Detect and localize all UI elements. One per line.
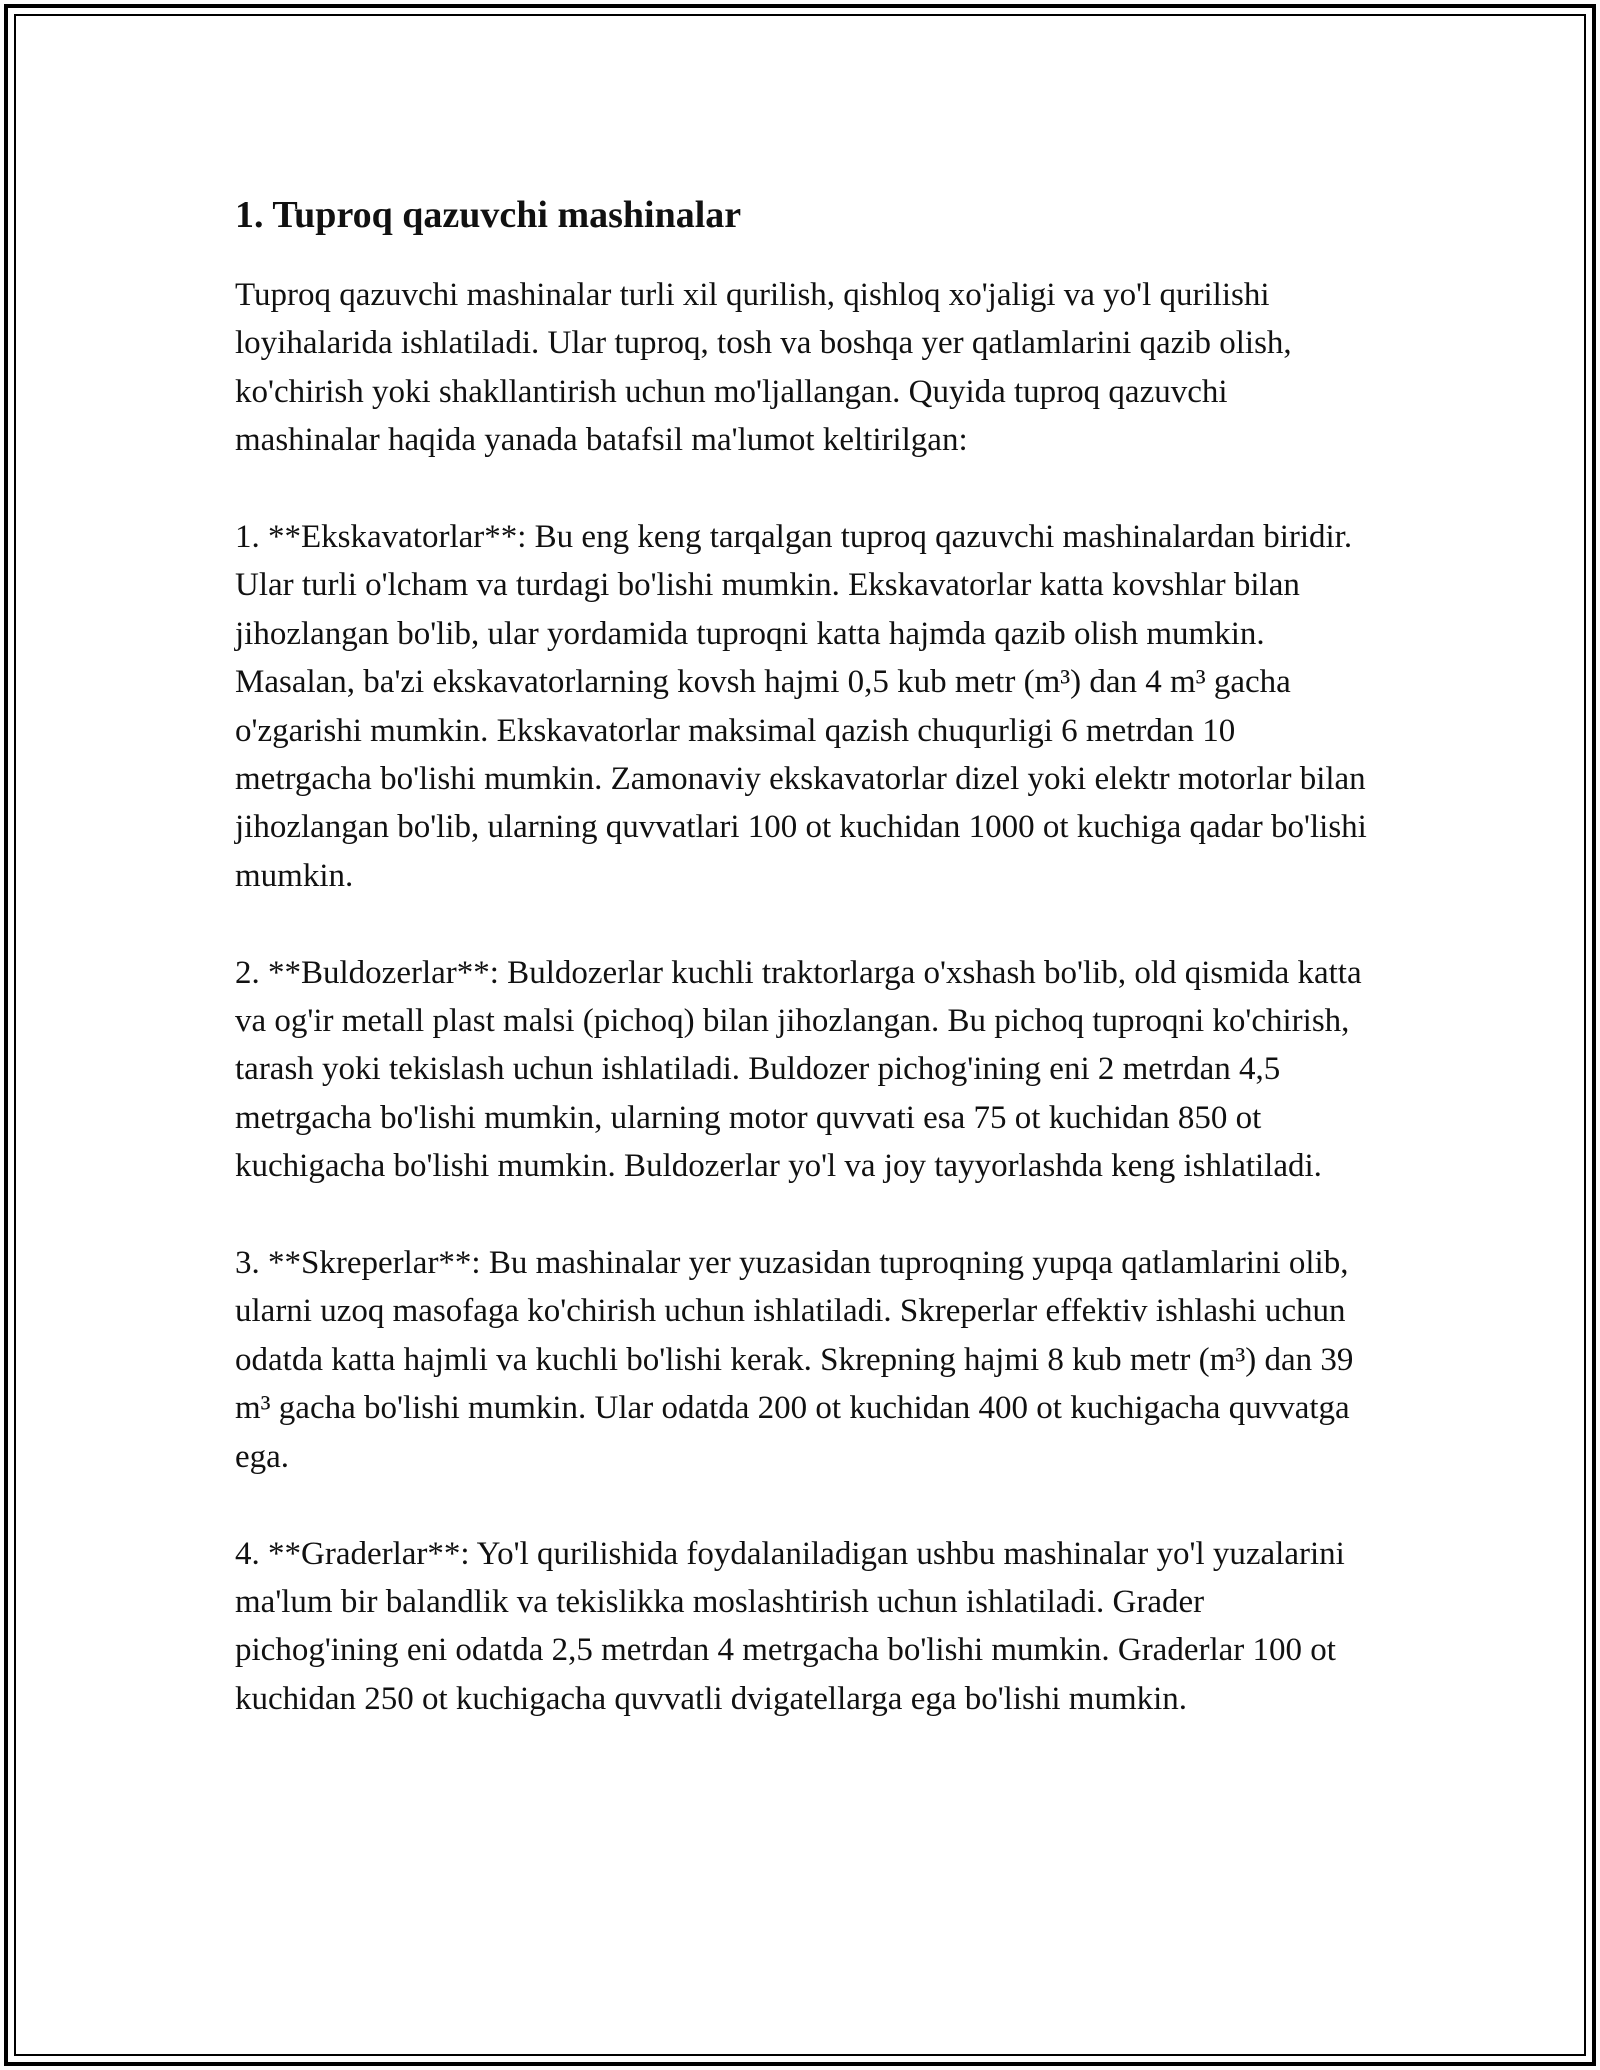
- item-excavators: 1. **Ekskavatorlar**: Bu eng keng tarqalgan tuproq qazuvchi mashinalardan biridir. Ular turli o'lcham va turdagi bo'lishi mumkin. Ekskavatorlar katta kovshlar bilan jihozlangan bo'lib, ular yordamida tuproqni katta hajmda qazib olish mumkin. Masalan, ba'zi ekskavatorlarning kovsh hajmi 0,5 kub metr (m³) dan 4 m³ gacha o'zgarishi mumkin. Ekskavatorlar maksimal qazish chuqurligi 6 metrdan 10 metrgacha bo'lishi mumkin. Zamonaviy ekskavatorlar dizel yoki elektr motorlar bilan jihozlangan bo'lib, ularning quvvatlari 100 ot kuchidan 1000 ot kuchiga qadar bo'lishi mumkin.: [235, 519, 1367, 894]
- item-bulldozers: 2. **Buldozerlar**: Buldozerlar kuchli traktorlarga o'xshash bo'lib, old qismida katta va og'ir metall plast malsi (pichoq) bilan jihozlangan. Bu pichoq tuproqni ko'chirish, tarash yoki tekislash uchun ishlatiladi. Buldozer pichog'ining eni 2 metrdan 4,5 metrgacha bo'lishi mumkin, ularning motor quvvati esa 75 ot kuchidan 850 ot kuchigacha bo'lishi mumkin. Buldozerlar yo'l va joy tayyorlashda keng ishlatiladi.: [235, 954, 1362, 1185]
- item-graders: 4. **Graderlar**: Yo'l qurilishida foydalaniladigan ushbu mashinalar yo'l yuzalarini ma'lum bir balandlik va tekislikka moslashtirish uchun ishlatiladi. Grader pichog'ining eni odatda 2,5 metrdan 4 metrgacha bo'lishi mumkin. Graderlar 100 ot kuchidan 250 ot kuchigacha quvvatli dvigatellarga ega bo'lishi mumkin.: [235, 1535, 1345, 1717]
- paragraph-gap: [235, 900, 1375, 948]
- paragraph-gap: [235, 1191, 1375, 1239]
- paragraph-gap: [235, 1481, 1375, 1529]
- intro-paragraph: Tuproq qazuvchi mashinalar turli xil qurilish, qishloq xo'jaligi va yo'l qurilishi loyihalarida ishlatiladi. Ular tuproq, tosh va boshqa yer qatlamlarini qazib olish, ko'chirish yoki shakllantirish uchun mo'ljallangan. Quyida tuproq qazuvchi mashinalar haqida yanada batafsil ma'lumot keltirilgan:: [235, 277, 1292, 459]
- section-heading: 1. Tuproq qazuvchi mashinalar: [235, 194, 742, 236]
- item-scrapers: 3. **Skreperlar**: Bu mashinalar yer yuzasidan tuproqning yupqa qatlamlarini olib, ularni uzoq masofaga ko'chirish uchun ishlatiladi. Skreperlar effektiv ishlashi uchun odatda katta hajmli va kuchli bo'lishi kerak. Skrepning hajmi 8 kub metr (m³) dan 39 m³ gacha bo'lishi mumkin. Ular odatda 200 ot kuchidan 400 ot kuchigacha quvvatga ega.: [235, 1245, 1354, 1475]
- document-body: [235, 185, 1375, 1723]
- paragraph-gap: [235, 465, 1375, 513]
